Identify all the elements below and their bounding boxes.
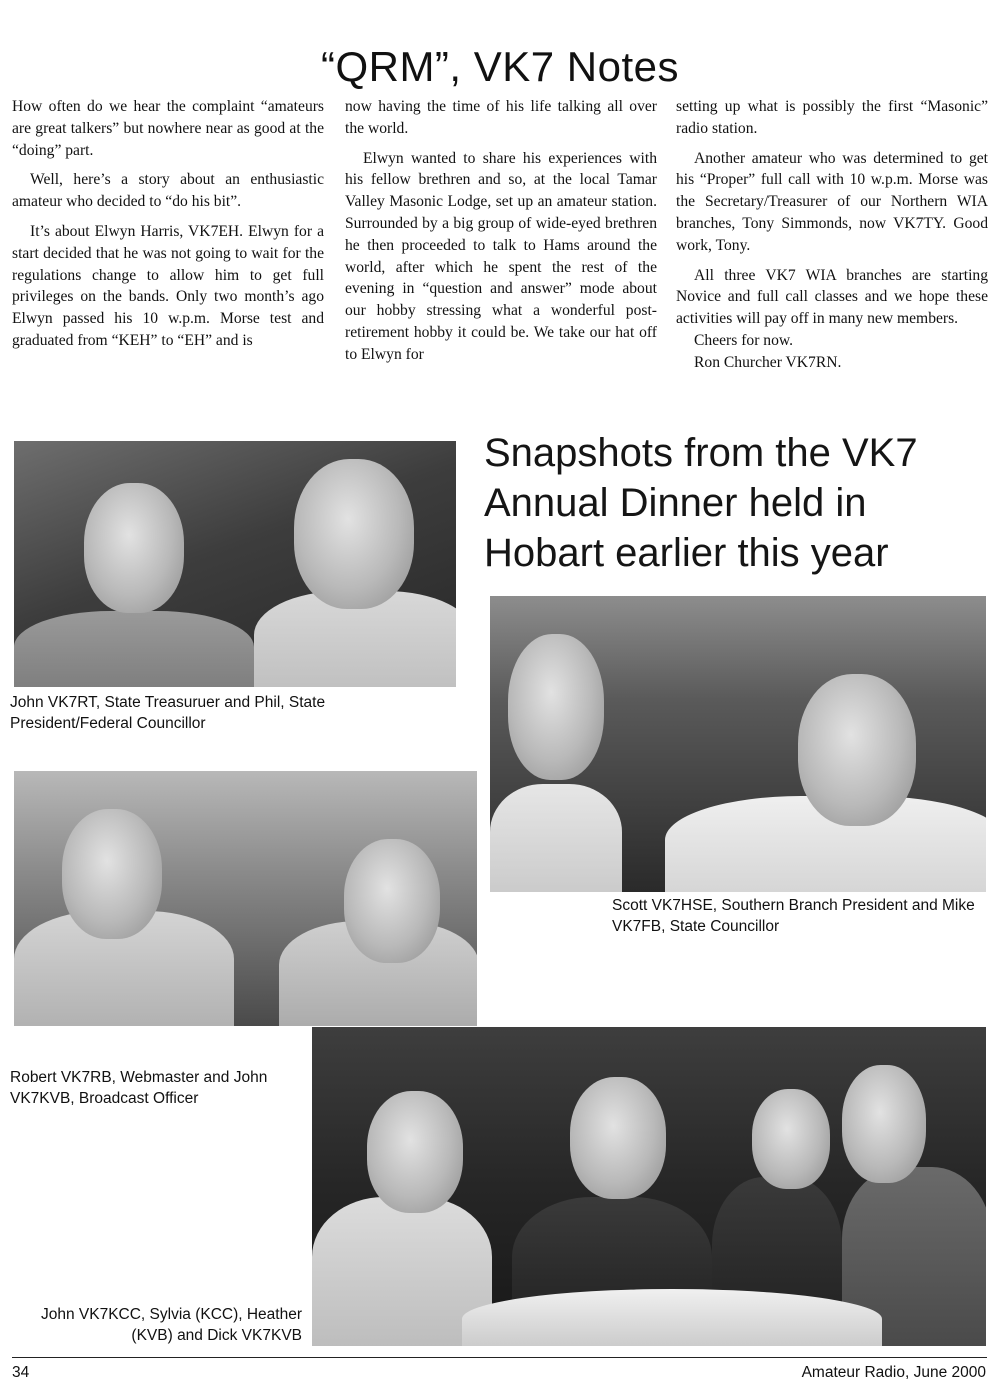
caption-photo-3: Robert VK7RB, Webmaster and John VK7KVB, Broadcast Officer — [10, 1069, 268, 1107]
paragraph: setting up what is possibly the first “Masonic” radio station. — [676, 98, 988, 137]
paragraph: All three VK7 WIA branches are starting Novice and full call classes and we hope these activities will pay off in many new members. — [676, 266, 988, 328]
photo-john-and-phil — [14, 441, 456, 687]
caption-photo-2: Scott VK7HSE, Southern Branch President and Mike VK7FB, State Councillor — [612, 897, 975, 935]
caption-photo-1: John VK7RT, State Treasuruer and Phil, State President/Federal Councillor — [10, 694, 326, 732]
photo-robert-and-john — [14, 771, 477, 1026]
article-column-2 — [345, 96, 657, 366]
paragraph: Well, here’s a story about an enthusiastic amateur who decided to “do his bit”. — [12, 171, 324, 211]
publication-name: Amateur Radio, June 2000 — [801, 1364, 986, 1381]
article-title: “QRM”, VK7 Notes — [320, 43, 680, 90]
paragraph: Ron Churcher VK7RN. — [694, 353, 842, 371]
paragraph: now having the time of his life talking all over the world. — [345, 98, 657, 137]
paragraph: Cheers for now. — [694, 331, 794, 349]
photo-group-of-four — [312, 1027, 986, 1346]
paragraph: How often do we hear the complaint “amateurs are great talkers” but nowhere near as good at the “doing” part. — [12, 98, 324, 159]
page-number: 34 — [12, 1364, 30, 1381]
snapshots-heading: Snapshots from the VK7 Annual Dinner held in Hobart earlier this year — [484, 431, 918, 575]
caption-photo-4: John VK7KCC, Sylvia (KCC), Heather (KVB) and Dick VK7KVB — [40, 1306, 302, 1344]
paragraph: Elwyn wanted to share his experiences with his fellow brethren and so, at the local Tamar Valley Masonic Lodge, set up an amateur station. Surrounded by a big group of wide-eyed brethren he then proceeded to talk to Hams around the world, after which he spent the rest of the evening in “question and answer” mode about our hobby stressing what a wonderful post-retirement hobby it could be. We take our hat off to Elwyn for — [345, 149, 657, 363]
article-column-1 — [12, 96, 324, 352]
paragraph: Another amateur who was determined to get his “Proper” full call with 10 w.p.m. Morse was the Secretary/Treasurer of our Northern WIA branches, Tony Simmonds, now VK7TY. Good work, Tony. — [676, 149, 988, 254]
article-column-3 — [676, 96, 988, 374]
photo-scott-and-mike — [490, 596, 986, 892]
paragraph: It’s about Elwyn Harris, VK7EH. Elwyn for a start decided that he was not going to wait for the regulations change to allow him to get full privileges on the bands. Only two month’s ago Elwyn passed his 10 w.p.m. Morse test and graduated from “KEH” to “EH” and is — [12, 222, 324, 349]
footer-divider — [12, 1357, 987, 1358]
